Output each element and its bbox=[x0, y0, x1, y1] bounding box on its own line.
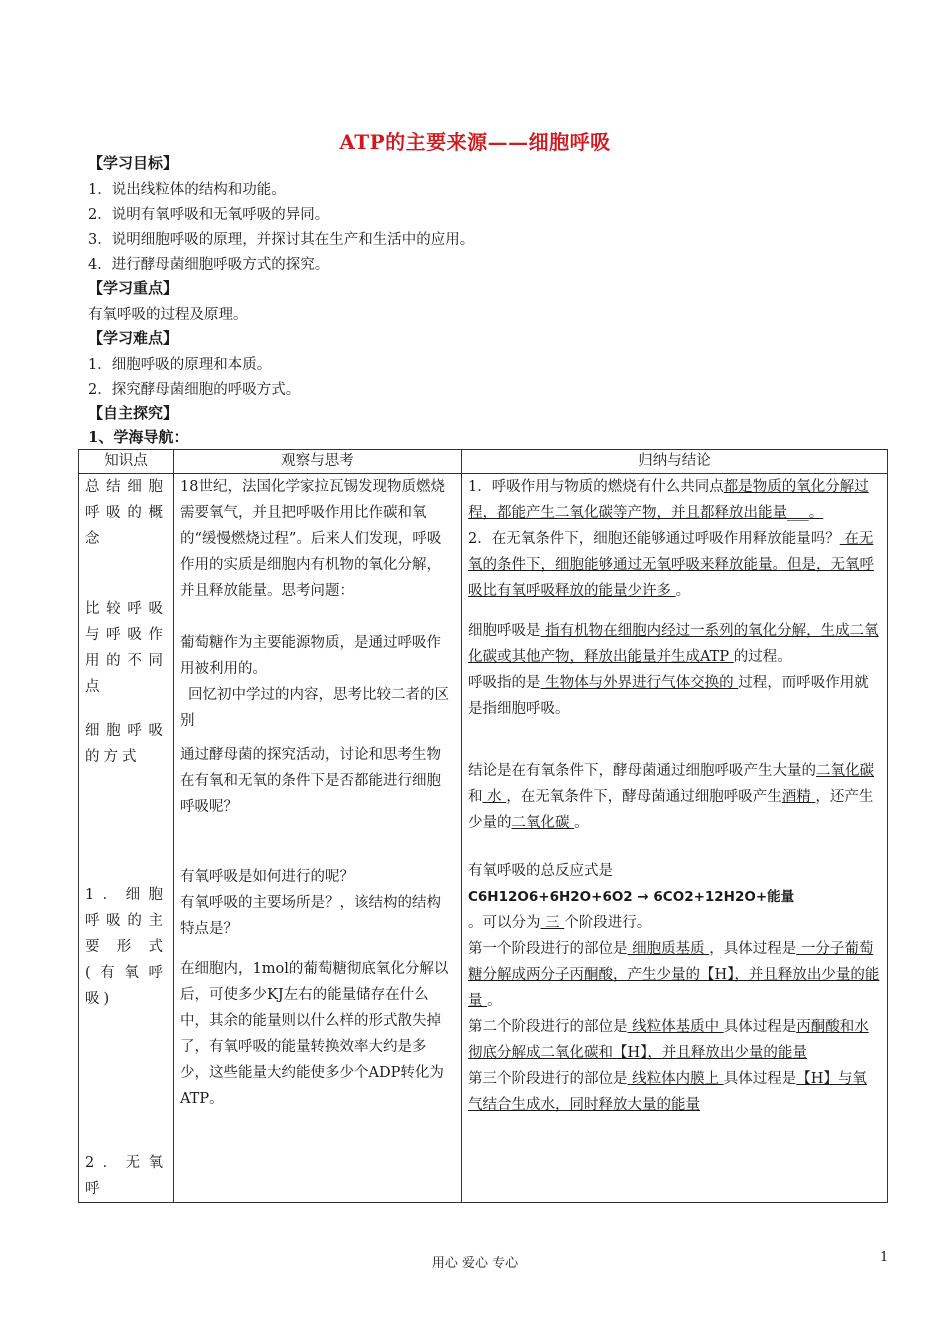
observe-paragraph: 18世纪，法国化学家拉瓦锡发现物质燃烧需要氧气，并且把呼吸作用比作碳和氧的“缓慢燃烧过程”。后来人们发现，呼吸作用的实质是细胞内有机物的氧化分解，并且释放能量。思考问题： bbox=[180, 479, 445, 599]
table-row bbox=[79, 474, 888, 1203]
difficulty-item: 2．探究酵母菌细胞的呼吸方式。 bbox=[88, 382, 301, 398]
r2-tail: 过程，而呼吸作用就是指细胞呼吸。 bbox=[468, 675, 869, 717]
knowledge-point: 2．无氧呼 bbox=[85, 1155, 167, 1197]
stage-one bbox=[468, 936, 881, 1014]
observe-paragraph: 葡萄糖作为主要能源物质，是通过呼吸作用被利用的。 bbox=[180, 635, 441, 677]
observe-paragraph: 有氧呼吸的主要场所是？，该结构的结构特点是？ bbox=[180, 895, 441, 937]
r3-text: 结论是在有氧条件下，酵母菌通过细胞呼吸产生大量的 bbox=[468, 763, 816, 779]
stage-two-process-label: 具体过程是 bbox=[723, 1019, 797, 1035]
objectives-heading: 【学习目标】 bbox=[88, 154, 179, 172]
page-number: 1 bbox=[880, 1250, 889, 1265]
r3-answer-co2-small: 二氧化碳 bbox=[511, 815, 575, 831]
stage-two-process: 丙酮酸和水彻底分解成二氧化碳和【H】，并且释放出少量的能量 bbox=[468, 1019, 869, 1061]
observe-paragraph: 有氧呼吸是如何进行的呢？ bbox=[180, 869, 354, 885]
page-title: ATP的主要来源——细胞呼吸 bbox=[339, 130, 611, 154]
conclusion-q2 bbox=[468, 526, 881, 604]
stage-two-site: 线粒体基质中 bbox=[627, 1019, 724, 1035]
reaction-formula: C6H12O6+6H2O+6O2 → 6CO2+12H2O+能量 bbox=[468, 889, 795, 905]
conclusion-column bbox=[462, 474, 888, 1203]
formula-label: 有氧呼吸的总反应式是 bbox=[468, 863, 613, 879]
stage-two bbox=[468, 1014, 881, 1066]
study-table bbox=[78, 449, 888, 1203]
conclusion-q1 bbox=[468, 474, 881, 526]
observe-column bbox=[174, 474, 462, 1203]
r1-tail: 的过程。 bbox=[733, 649, 792, 665]
q2-question: 2．在无氧条件下，细胞还能够通过呼吸作用释放能量吗？ bbox=[468, 531, 840, 547]
r3-and: 和 bbox=[468, 789, 483, 805]
stage-count-text: 。可以分为 bbox=[468, 915, 541, 931]
r1-label: 细胞呼吸是 bbox=[468, 623, 541, 639]
header-observe: 观察与思考 bbox=[174, 450, 462, 474]
objective-item: 3．说明细胞呼吸的原理，并探讨其在生产和生活中的应用。 bbox=[88, 232, 475, 248]
explore-subheading: 1、学海导航： bbox=[88, 428, 189, 446]
q1-question: 1．呼吸作用与物质的燃烧有什么共同点 bbox=[468, 479, 724, 495]
observe-paragraph: 通过酵母菌的探究活动，讨论和思考生物在有氧和无氧的条件下是否都能进行细胞呼吸呢？ bbox=[180, 747, 441, 815]
stage-three-label: 第三个阶段进行的部位是 bbox=[468, 1071, 628, 1087]
knowledge-point: 比较呼吸与呼吸作用的不同点 bbox=[85, 601, 167, 695]
knowledge-column bbox=[79, 474, 174, 1203]
explore-heading: 【自主探究】 bbox=[88, 404, 179, 422]
knowledge-point: 总结细胞呼吸的概念 bbox=[85, 479, 167, 547]
stage-three-site: 线粒体内膜上 bbox=[627, 1071, 724, 1087]
r3-answer-alcohol: 酒精 bbox=[781, 789, 816, 805]
q1-tail: ___。 bbox=[787, 505, 824, 521]
objective-item: 1．说出线粒体的结构和功能。 bbox=[88, 182, 286, 198]
stage-one-tail: 。 bbox=[487, 993, 502, 1009]
conclusion-yeast bbox=[468, 758, 881, 836]
r3-tail: 。 bbox=[574, 815, 589, 831]
stage-two-label: 第二个阶段进行的部位是 bbox=[468, 1019, 628, 1035]
r3-text3: ，还产生少量的 bbox=[468, 789, 874, 831]
key-points-heading: 【学习重点】 bbox=[88, 279, 179, 297]
objective-item: 4．进行酵母菌细胞呼吸方式的探究。 bbox=[88, 257, 330, 273]
objective-item: 2．说明有氧呼吸和无氧呼吸的异同。 bbox=[88, 207, 330, 223]
r3-answer-co2: 二氧化碳 bbox=[816, 763, 874, 779]
q1-answer: 都是物质的氧化分解过程，都能产生二氧化碳等产物，并且都释放出能量 bbox=[468, 479, 869, 521]
r2-label: 呼吸指的是 bbox=[468, 675, 541, 691]
knowledge-point: 1．细胞呼吸的主要形式(有氧呼吸) bbox=[85, 887, 167, 1007]
stage-three bbox=[468, 1066, 881, 1118]
stage-one-process-label: ，具体过程是 bbox=[709, 941, 797, 957]
difficulty-item: 1．细胞呼吸的原理和本质。 bbox=[88, 357, 272, 373]
table-header-row bbox=[79, 450, 888, 474]
header-conclusion: 归纳与结论 bbox=[462, 450, 888, 474]
r3-answer-water: 水 bbox=[482, 789, 507, 805]
q2-answer: 在无氧的条件下，细胞能够通过无氧呼吸来释放能量。但是，无氧呼吸比有氧呼吸释放的能量少许多 bbox=[468, 531, 874, 599]
conclusion-breathing-def bbox=[468, 670, 881, 722]
key-points-text: 有氧呼吸的过程及原理。 bbox=[88, 307, 248, 323]
r2-answer: 生物体与外界进行气体交换的 bbox=[540, 675, 739, 691]
stage-count-tail: 个阶段进行。 bbox=[564, 915, 652, 931]
observe-paragraph: 回忆初中学过的内容，思考比较二者的区别 bbox=[180, 687, 449, 729]
stage-three-process-label: 具体过程是 bbox=[723, 1071, 797, 1087]
header-knowledge: 知识点 bbox=[79, 450, 174, 474]
stage-one-process: 一分子葡萄糖分解成两分子丙酮酸，产生少量的【H】，并且释放出少量的能量 bbox=[468, 941, 880, 1009]
stage-one-site: 细胞质基质 bbox=[627, 941, 710, 957]
q2-tail: 。 bbox=[675, 583, 691, 599]
stage-three-process: 【H】与氧气结合生成水，同时释放大量的能量 bbox=[468, 1071, 867, 1113]
r1-answer: 指有机物在细胞内经过一系列的氧化分解，生成二氧化碳或其他产物，释放出能量并生成ATP bbox=[468, 623, 879, 665]
stage-count bbox=[468, 910, 881, 936]
stage-one-label: 第一个阶段进行的部位是 bbox=[468, 941, 628, 957]
page-footer: 用心 爱心 专心 bbox=[431, 1256, 519, 1271]
stage-count-answer: 三 bbox=[540, 915, 565, 931]
knowledge-point: 细胞呼吸的方式 bbox=[85, 723, 167, 765]
difficulties-heading: 【学习难点】 bbox=[88, 329, 179, 347]
observe-paragraph: 在细胞内，1mol的葡萄糖彻底氧化分解以后，可使多少KJ左右的能量储存在什么中，其余的能量则以什么样的形式散失掉了，有氧呼吸的能量转换效率大约是多少，这些能量大约能使多少个ADP转化为ATP。 bbox=[180, 961, 449, 1107]
r3-text2: ，在无氧条件下，酵母菌通过细胞呼吸产生 bbox=[506, 789, 782, 805]
conclusion-respiration-def bbox=[468, 618, 881, 670]
